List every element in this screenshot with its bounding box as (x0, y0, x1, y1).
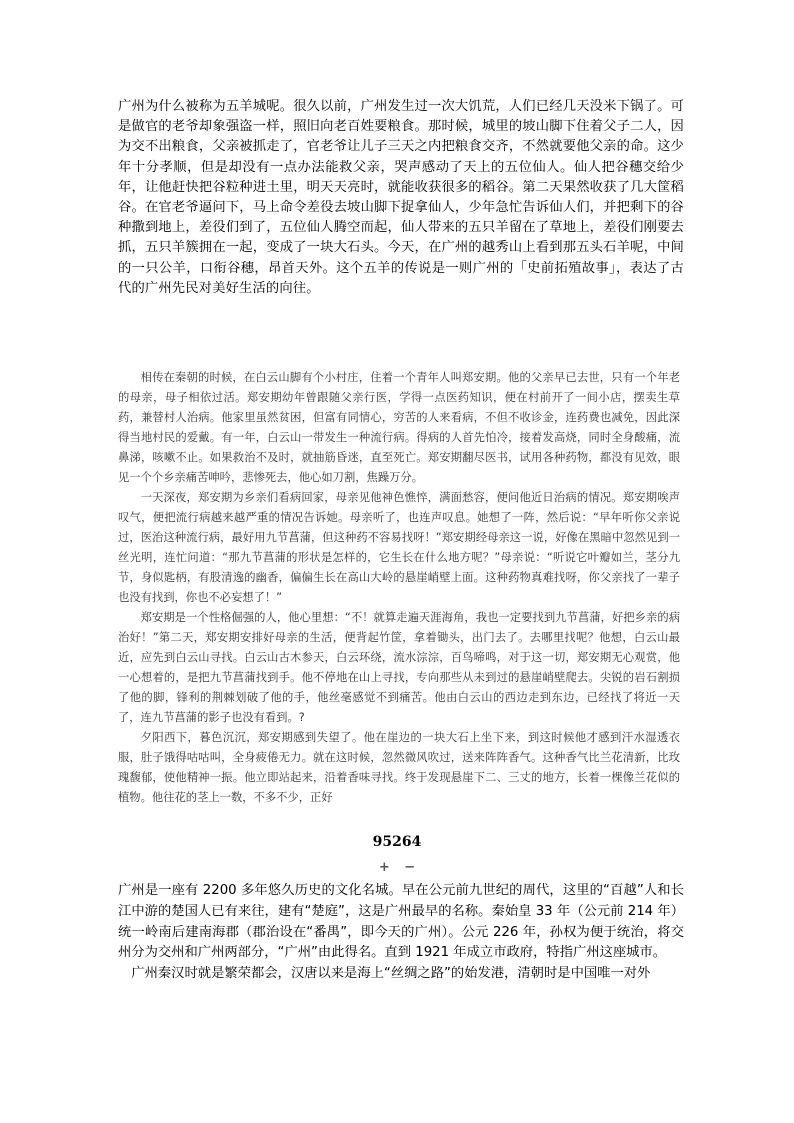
page-number: 95264 (372, 834, 422, 850)
paragraph: 相传在秦朝的时候，在白云山脚有个小村庄，住着一个青年人叫郑安期。他的父亲早已去世，只有一个年老的母亲，母子相依过活。郑安期幼年曾跟随父亲行医，学得一点医药知识，便在村前开了一间小店，摆卖生草药，兼替村人治病。他家里虽然贫困，但富有同情心，穷苦的人来看病，不但不收诊金，连药费也减免，因此深得当地村民的爱戴。有一年，白云山一带发生一种流行病。得病的人首先怕冷，接着发高烧，同时全身酸痛，流鼻涕，咳嗽不止。如果救治不及时，就抽筋昏迷，直至死亡。郑安期翻尽医书，试用各种药物，都没有见效，眼见一个个乡亲痛苦呻吟，悲惨死去，他心如刀割，焦躁万分。 (118, 371, 680, 484)
zheng-anqi-story-section (118, 368, 680, 808)
zoom-controls (0, 860, 794, 875)
guangzhou-history-section (118, 881, 684, 985)
paragraph: 广州为什么被称为五羊城呢。很久以前，广州发生过一次大饥荒，人们已经几天没米下锅了。可是做官的老爷却象强盗一样，照旧向老百姓要粮食。那时候，城里的坡山脚下住着父子二人，因为交不出粮食，父亲被抓走了，官老爷让儿子三天之内把粮食交齐，不然就要他父亲的命。这少年十分孝顺，但是却没有一点办法能救父亲，哭声感动了天上的五位仙人。仙人把谷穗交给少年，让他赶快把谷粒种进土里，明天天亮时，就能收获很多的稻谷。第二天果然收获了几大筐稻谷。在官老爷逼问下，马上命令差役去坡山脚下捉拿仙人，少年急忙告诉仙人们，并把剩下的谷种撒到地上，差役们到了，五位仙人腾空而起，仙人带来的五只羊留在了草地上，差役们刚要去抓，五只羊簇拥在一起，变成了一块大石头。今天，在广州的越秀山上看到那五头石羊呢，中间的一只公羊，口衔谷穗，昂首天外。这个五羊的传说是一则广州的「史前拓殖故事」，表达了古代的广州先民对美好生活的向往。 (118, 99, 684, 296)
paragraph: 夕阳西下，暮色沉沉，郑安期感到失望了。他在崖边的一块大石上坐下来，到这时候他才感到汗水湿透衣服，肚子饿得咕咕叫，全身疲倦无力。就在这时候，忽然微风吹过，送来阵阵香气。这种香气比兰花清新，比玫瑰馥郁，使他精神一振。他立即站起来，沿着香味寻找。终于发现悬崖下二、三丈的地方，长着一棵像兰花似的植物。他往花的茎上一数，不多不少，正好 (118, 731, 680, 804)
paragraph: 郑安期是一个性格倔强的人，他心里想：“不！就算走遍天涯海角，我也一定要找到九节菖蒲，好把乡亲的病治好！”第二天，郑安期安排好母亲的生活，便背起竹筐，拿着锄头，出门去了。去哪里找呢？他想，白云山最近，应先到白云山寻找。白云山古木参天，白云环绕，流水淙淙，百鸟啼鸣，对于这一切，郑安期无心观赏，他一心想着的，是把九节菖蒲找到手。他不停地在山上寻找，专向那些从未到过的悬崖峭壁爬去。尖锐的岩石割损了他的脚，锋利的荆棘划破了他的手，他丝毫感觉不到痛苦。他由白云山的西边走到东边，已经找了将近一天了，连九节菖蒲的影子也没有看到。? (118, 611, 680, 724)
five-rams-legend-section (118, 97, 684, 299)
paragraph: 一天深夜，郑安期为乡亲们看病回家，母亲见他神色憔悴，满面愁容，便问他近日治病的情况。郑安期唉声叹气，便把流行病越来越严重的情况告诉她。母亲听了，也连声叹息。她想了一阵，然后说：“早年听你父亲说过，医治这种流行病，最好用九节菖蒲，但这种药不容易找呀！”郑安期经母亲这一说，好像在黑暗中忽然见到一丝光明，连忙问道：“那九节菖蒲的形状是怎样的，它生长在什么地方呢？”母亲说：“听说它叶瓣如兰，茎分九节，身似匙柄，有股清逸的幽香，偏偏生长在高山大岭的悬崖峭壁上面。这种药物真难找呀，你父亲找了一辈子也没有找到，你也不必妄想了！” (118, 491, 680, 604)
paragraph: 广州秦汉时就是繁荣都会，汉唐以来是海上“丝绸之路”的始发港，清朝时是中国唯一对外 (131, 966, 651, 982)
paragraph: 广州是一座有 2200 多年悠久历史的文化名城。早在公元前九世纪的周代，这里的“百越”人和长江中游的楚国人已有来往，建有“楚庭”，这是广州最早的名称。秦始皇 33 年（公元前 214 年）统一岭南后建南海郡（郡治设在“番禺”，即今天的广州）。公元 226 年，孙权为便于统治，将交州分为交州和广州两部分，“广州”由此得名。直到 1921 年成立市政府，特指广州这座城市。 (118, 883, 684, 961)
zoom-in-icon[interactable]: + (378, 860, 390, 875)
zoom-out-icon[interactable]: − (404, 860, 416, 875)
